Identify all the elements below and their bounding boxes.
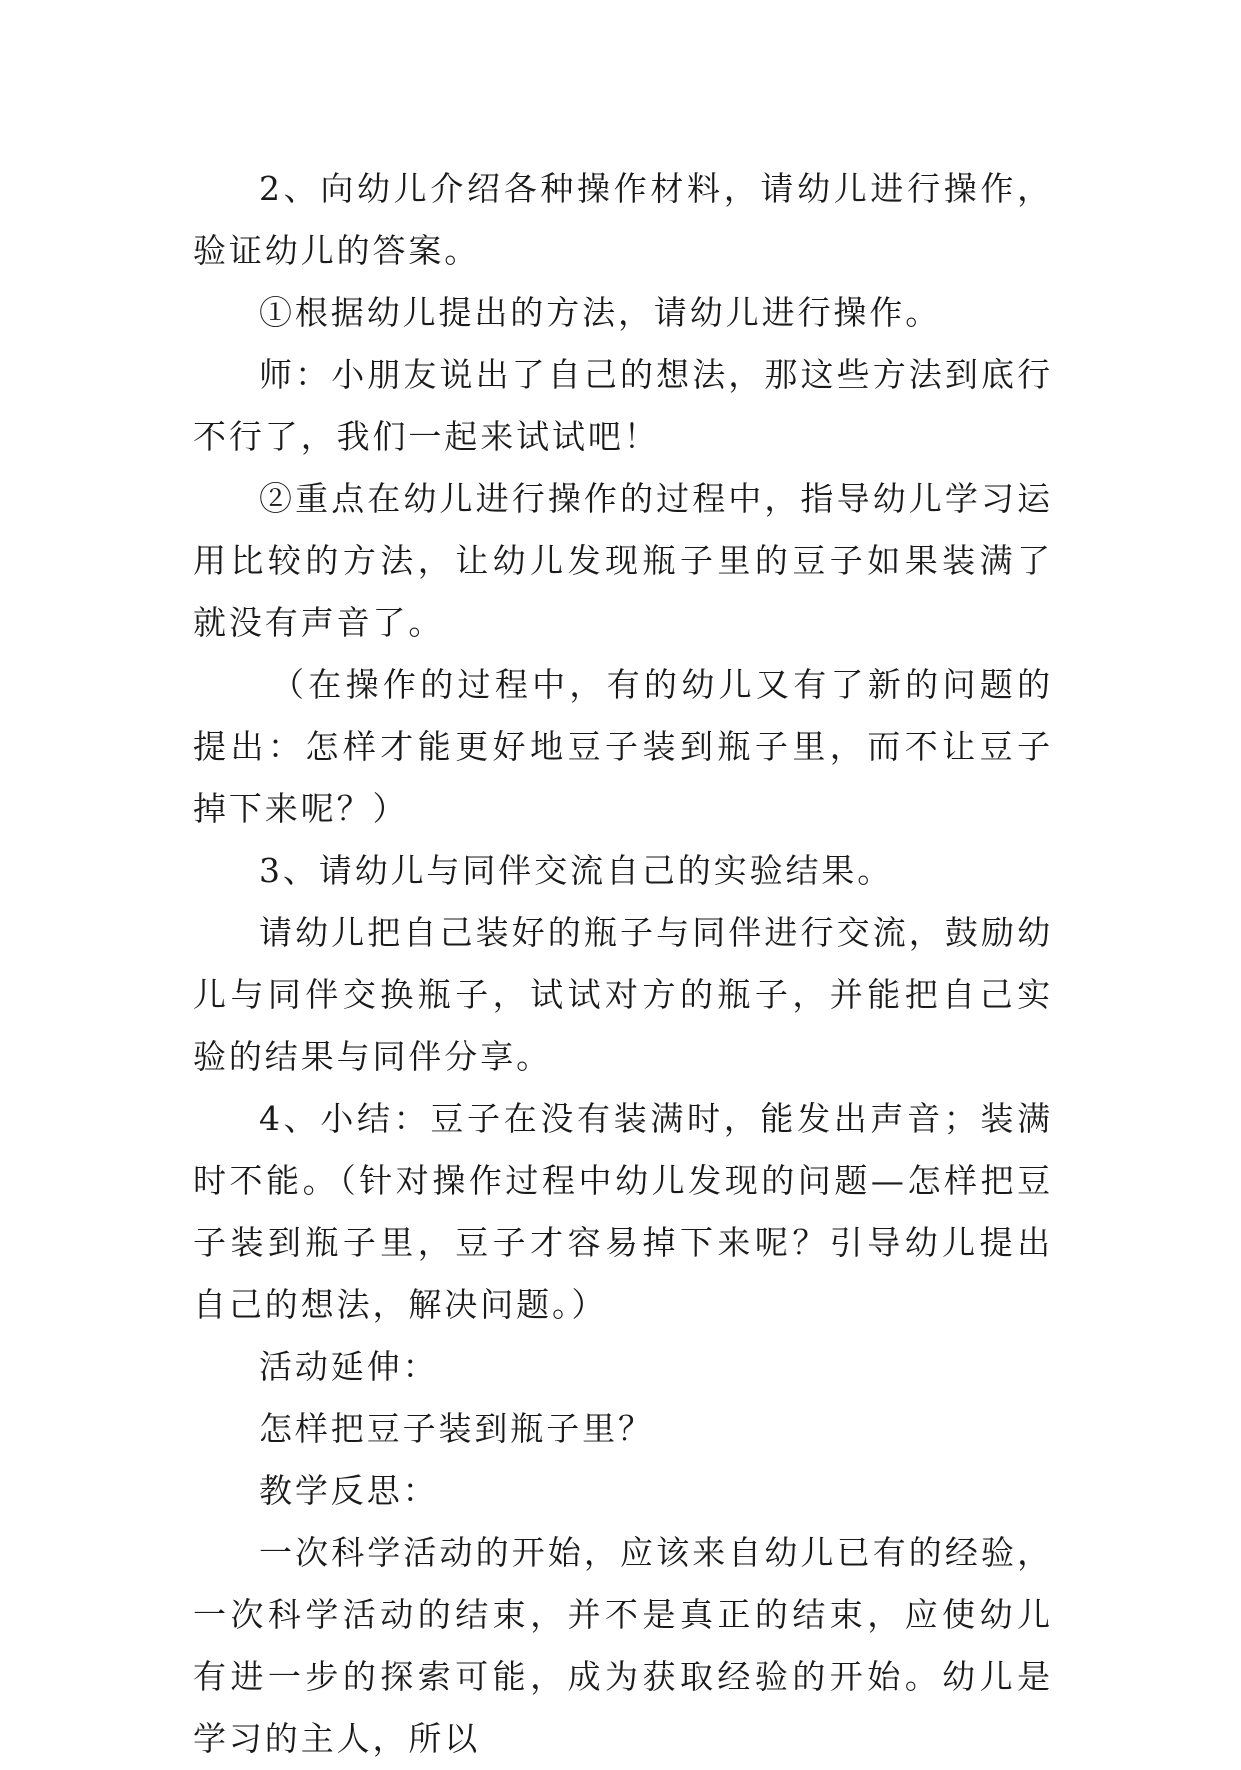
paragraph-step-2-1: ①根据幼儿提出的方法，请幼儿进行操作。 xyxy=(259,293,942,332)
paragraph-note: （在操作的过程中，有的幼儿又有了新的问题的提出：怎样才能更好地豆子装到瓶子里，而不让豆子掉下来呢？） xyxy=(193,665,1053,828)
paragraph-extension-question: 怎样把豆子装到瓶子里？ xyxy=(259,1409,654,1448)
paragraph-exchange: 请幼儿把自己装好的瓶子与同伴进行交流，鼓励幼儿与同伴交换瓶子，试试对方的瓶子，并能把自己实验的结果与同伴分享。 xyxy=(193,913,1053,1076)
heading-teaching-reflection: 教学反思： xyxy=(259,1471,439,1510)
paragraph-teacher-quote: 师：小朋友说出了自己的想法，那这些方法到底行不行了，我们一起来试试吧！ xyxy=(193,355,1053,456)
paragraph-step-3: 3、请幼儿与同伴交流自己的实验结果。 xyxy=(259,851,894,890)
paragraph-step-2: 2、向幼儿介绍各种操作材料，请幼儿进行操作，验证幼儿的答案。 xyxy=(193,169,1053,270)
paragraph-step-2-2: ②重点在幼儿进行操作的过程中，指导幼儿学习运用比较的方法，让幼儿发现瓶子里的豆子如果装满了就没有声音了。 xyxy=(193,479,1053,642)
heading-activity-extension: 活动延伸： xyxy=(259,1347,439,1386)
paragraph-reflection: 一次科学活动的开始，应该来自幼儿已有的经验，一次科学活动的结束，并不是真正的结束，应使幼儿有进一步的探索可能，成为获取经验的开始。幼儿是学习的主人，所以 xyxy=(193,1533,1053,1758)
paragraph-step-4-summary: 4、小结：豆子在没有装满时，能发出声音；装满时不能。（针对操作过程中幼儿发现的问题—怎样把豆子装到瓶子里，豆子才容易掉下来呢？引导幼儿提出自己的想法，解决问题。） xyxy=(193,1099,1053,1324)
document-body xyxy=(193,158,1053,1770)
